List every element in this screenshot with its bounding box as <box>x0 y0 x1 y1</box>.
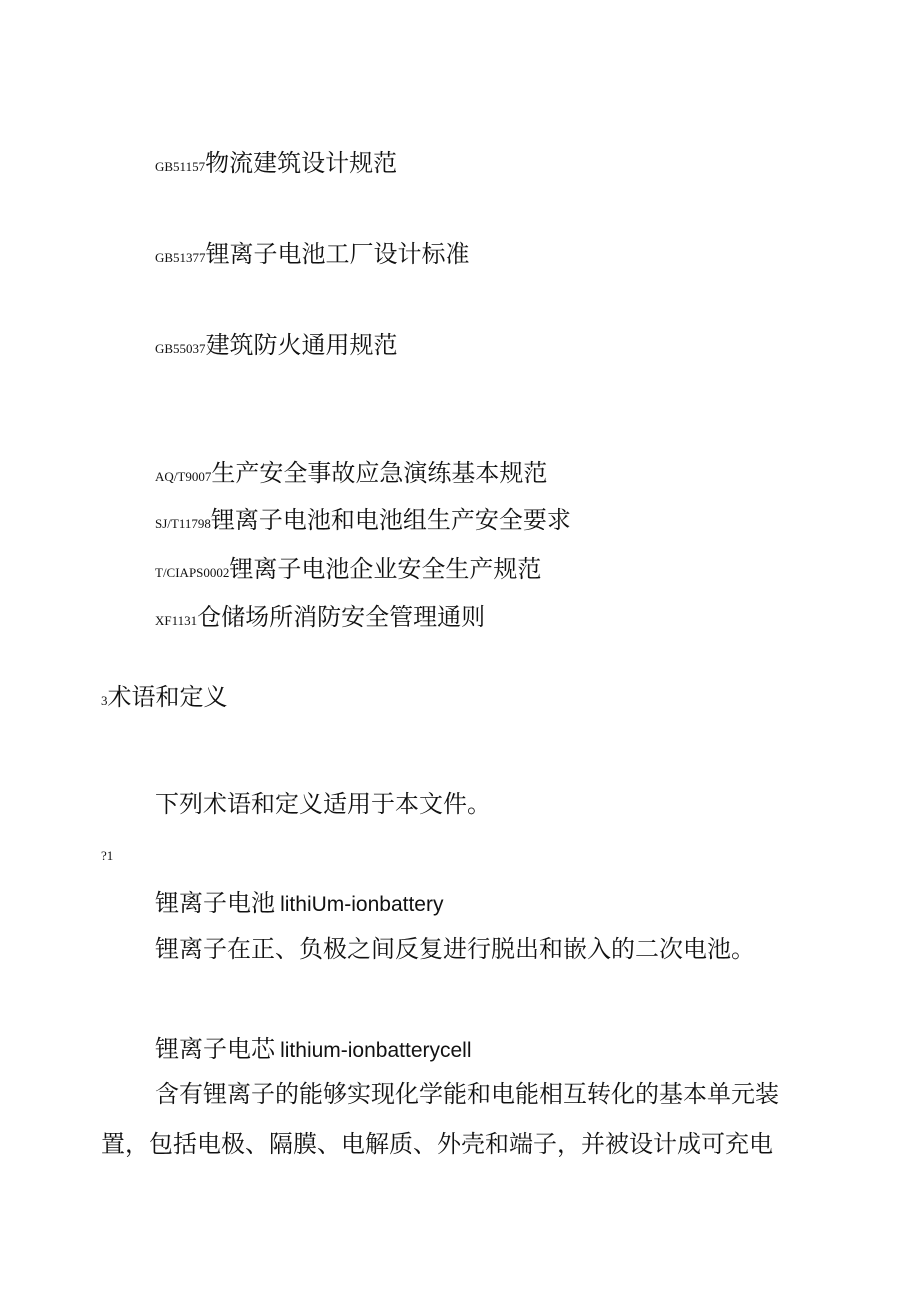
reference-item <box>155 549 541 584</box>
reference-title: 锂离子电池企业安全生产规范 <box>229 555 542 583</box>
section-title: 术语和定义 <box>107 683 228 711</box>
term-english: lithium-ionbatterycell <box>280 1039 472 1062</box>
section-intro: 下列术语和定义适用于本文件。 <box>155 790 491 818</box>
reference-title: 锂离子电池和电池组生产安全要求 <box>210 506 571 534</box>
reference-code: GB55037 <box>155 341 206 356</box>
term-definition: 锂离子在正、负极之间反复进行脱出和嵌入的二次电池。 <box>155 935 755 963</box>
reference-code: GB51377 <box>155 250 206 265</box>
reference-item <box>155 234 470 269</box>
reference-item <box>155 143 397 178</box>
term-definition-line: 含有锂离子的能够实现化学能和电能相互转化的基本单元装 <box>155 1080 779 1108</box>
reference-item <box>155 597 485 632</box>
section-number: 3 <box>101 693 108 708</box>
term-definition-line: 置，包括电极、隔膜、电解质、外壳和端子，并被设计成可充电 <box>101 1130 773 1158</box>
section-heading <box>101 677 228 712</box>
reference-code: XF1131 <box>155 613 198 628</box>
reference-title: 物流建筑设计规范 <box>205 149 398 177</box>
term-heading <box>155 883 443 918</box>
reference-item <box>155 500 571 535</box>
clause-number: ?1 <box>101 848 114 863</box>
reference-item <box>155 453 547 488</box>
reference-title: 建筑防火通用规范 <box>205 331 398 359</box>
term-chinese: 锂离子电池 <box>155 889 275 917</box>
reference-code: T/CIAPS0002 <box>155 565 230 580</box>
reference-code: AQ/T9007 <box>155 469 212 484</box>
reference-title: 锂离子电池工厂设计标准 <box>205 240 470 268</box>
reference-code: GB51157 <box>155 159 206 174</box>
term-heading <box>155 1029 472 1064</box>
reference-item <box>155 325 398 360</box>
reference-title: 生产安全事故应急演练基本规范 <box>211 459 548 487</box>
term-chinese: 锂离子电芯 <box>155 1035 275 1063</box>
reference-code: SJ/T11798 <box>155 516 211 531</box>
reference-title: 仓储场所消防安全管理通则 <box>197 603 486 631</box>
term-english: lithiUm-ionbattery <box>280 893 444 916</box>
